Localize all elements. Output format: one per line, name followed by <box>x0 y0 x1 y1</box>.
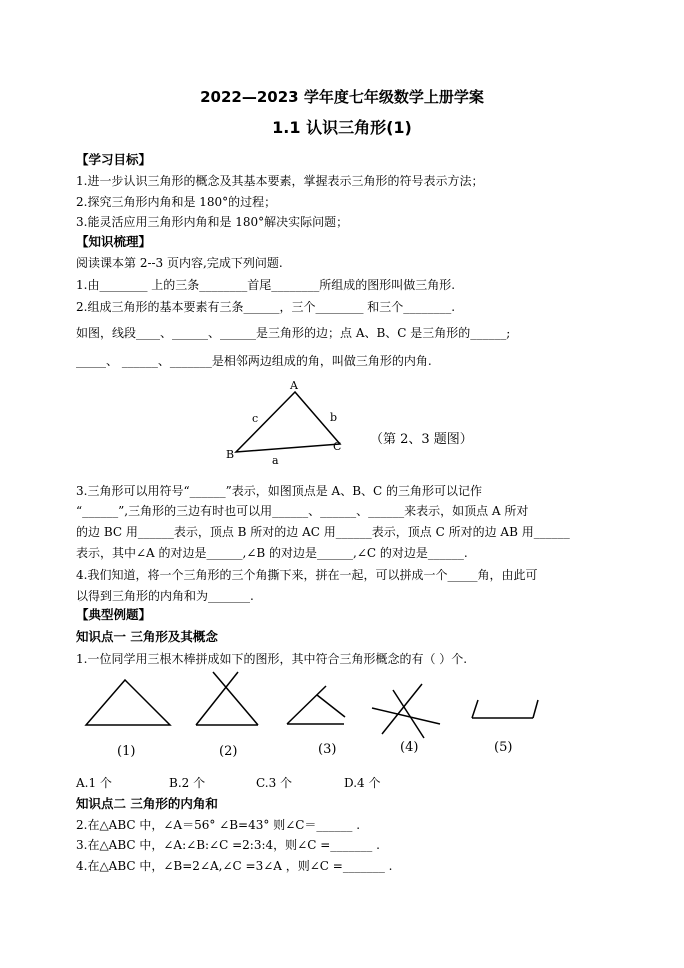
knowledge-line: 以得到三角形的内角和为_______. <box>76 589 254 603</box>
figure-4-extended <box>372 684 440 738</box>
goal-item: 1.进一步认识三角形的概念及其基本要素，掌握表示三角形的符号表示方法； <box>76 174 484 188</box>
figure-3-open <box>287 686 345 724</box>
knowledge-line: 如图，线段____、______、______是三角形的边；点 A、B、C 是三角形的______; <box>76 326 511 340</box>
choice-a: A.1 个 <box>76 776 112 790</box>
vertex-label-c: C <box>333 440 342 453</box>
knowledge-line: 阅读课本第 2--3 页内容,完成下列问题. <box>76 256 283 270</box>
example-figures <box>86 672 538 738</box>
figure-label-3: (3) <box>318 742 337 757</box>
side-label-b: b <box>330 411 338 424</box>
knowledge-line: 3.三角形可以用符号“______”表示，如图顶点是 A、B、C 的三角形可以记作 <box>76 484 483 498</box>
figure-label-2: (2) <box>219 744 238 759</box>
question-3: 3.在△ABC 中，∠A:∠B:∠C =2:3:4，则∠C =_______ . <box>76 838 380 852</box>
goal-item: 2.探究三角形内角和是 180°的过程； <box>76 195 277 209</box>
examples-heading: 【典型例题】 <box>76 607 152 622</box>
lesson-title: 1.1 认识三角形(1) <box>272 118 412 137</box>
question-2: 2.在△ABC 中，∠A＝56° ∠B=43° 则∠C＝______ . <box>76 818 361 832</box>
knowledge-heading: 【知识梳理】 <box>76 234 152 249</box>
goal-item: 3.能灵活应用三角形内角和是 180°解决实际问题； <box>76 215 349 229</box>
knowledge-line: 的边 BC 用______表示，顶点 B 所对的边 AC 用______表示，顶点 C 所对的边 AB 用______ <box>76 525 570 539</box>
figure-2-crossed <box>196 672 258 725</box>
knowledge-line: 表示，其中∠A 的对边是______,∠B 的对边是______,∠C 的对边是______. <box>76 546 468 560</box>
goals-heading: 【学习目标】 <box>76 152 152 167</box>
vertex-label-b: B <box>226 448 235 461</box>
knowledge-line: 2.组成三角形的基本要素有三条______，三个________ 和三个________. <box>76 300 456 314</box>
question-1: 1.一位同学用三根木棒拼成如下的图形，其中符合三角形概念的有（ ）个. <box>76 652 468 666</box>
document-title: 2022—2023 学年度七年级数学上册学案 <box>200 88 484 106</box>
knowledge-line: _____、 ______、_______是相邻两边组成的角，叫做三角形的内角. <box>76 354 432 368</box>
knowledge-point-1: 知识点一 三角形及其概念 <box>76 629 218 644</box>
knowledge-point-2: 知识点二 三角形的内角和 <box>76 796 218 811</box>
choice-b: B.2 个 <box>169 776 206 790</box>
choice-d: D.4 个 <box>344 776 381 790</box>
question-4: 4.在△ABC 中，∠B=2∠A,∠C =3∠A ，则∠C =_______ . <box>76 859 393 873</box>
figure-label-1: (1) <box>117 744 136 759</box>
knowledge-line: 4.我们知道，将一个三角形的三个角撕下来，拼在一起，可以拼成一个_____角，由此可 <box>76 568 538 582</box>
figure-label-4: (4) <box>400 740 419 755</box>
vertex-label-a: A <box>290 379 298 392</box>
side-label-c: c <box>252 412 259 425</box>
figure-5-unclosed <box>472 700 538 718</box>
figure-label-5: (5) <box>494 740 513 755</box>
figure-1-triangle <box>86 680 170 725</box>
knowledge-line: 1.由________ 上的三条________首尾________所组成的图形叫做三角形. <box>76 278 456 292</box>
figure-caption: （第 2、3 题图） <box>370 432 473 447</box>
choice-c: C.3 个 <box>256 776 293 790</box>
knowledge-line: “______”,三角形的三边有时也可以用______、______、______来表示，如顶点 A 所对 <box>76 504 529 518</box>
side-label-a: a <box>272 454 279 467</box>
